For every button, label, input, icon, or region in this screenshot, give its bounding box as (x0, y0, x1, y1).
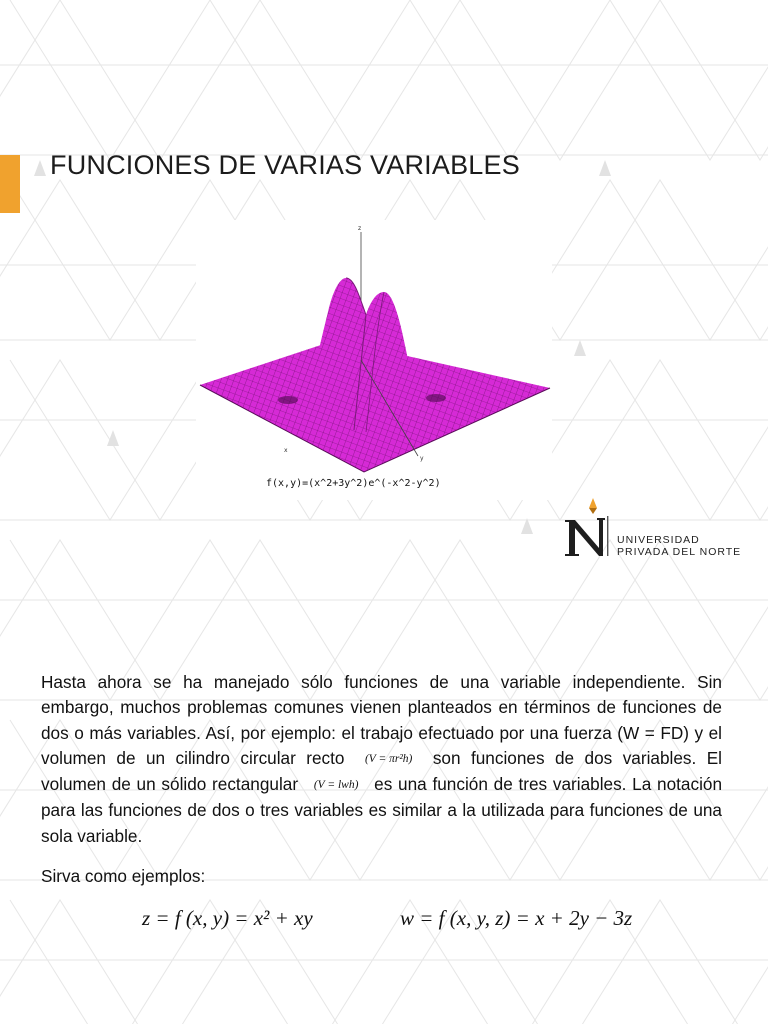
upn-n-logo-icon (563, 498, 617, 564)
surface-mesh (200, 278, 550, 472)
logo-line-2: PRIVADA DEL NORTE (617, 546, 742, 558)
z-axis-label: z (358, 225, 362, 232)
example-formula-2: w = f (x, y, z) = x + 2y − 3z (400, 906, 633, 930)
surface-plot-svg (196, 220, 552, 500)
examples-label: Sirva como ejemplos: (41, 866, 206, 886)
body-paragraph (41, 670, 722, 849)
body-text-part-1: Hasta ahora se ha manejado sólo funciones de una variable independiente. Sin embargo, muchos problemas comunes vienen planteados en términos de funciones de dos o más variables. Así, por ejemplo: el trabajo efectuado por una fuerza (W = FD) y el volumen de un cilindro circular recto (41, 672, 722, 768)
university-logo (563, 498, 763, 564)
title-accent-bar (0, 155, 20, 213)
logo-wordmark (617, 534, 741, 558)
body-text-part-3: es una función de tres variables. La notación para las funciones de dos o tres variables es similar a la utilizada para funciones de una sola variable. (41, 774, 723, 846)
surface-plot-figure (196, 220, 552, 500)
example-formula-1: z = f (x, y) = x² + xy (142, 906, 313, 930)
y-axis-label: y (420, 455, 424, 462)
body-text-part-2: son funciones de dos variables. El volumen de un sólido rectangular (41, 747, 722, 795)
logo-line-1: UNIVERSIDAD (617, 534, 700, 546)
x-axis-label: x (284, 447, 288, 454)
cylinder-volume-formula: (V = πr²h) (364, 752, 413, 765)
function-caption: f(x,y)=(x^2+3y^2)e^(-x^2-y^2) (266, 478, 441, 489)
slide-title: FUNCIONES DE VARIAS VARIABLES (50, 150, 520, 180)
box-volume-formula: (V = lwh) (313, 779, 359, 792)
